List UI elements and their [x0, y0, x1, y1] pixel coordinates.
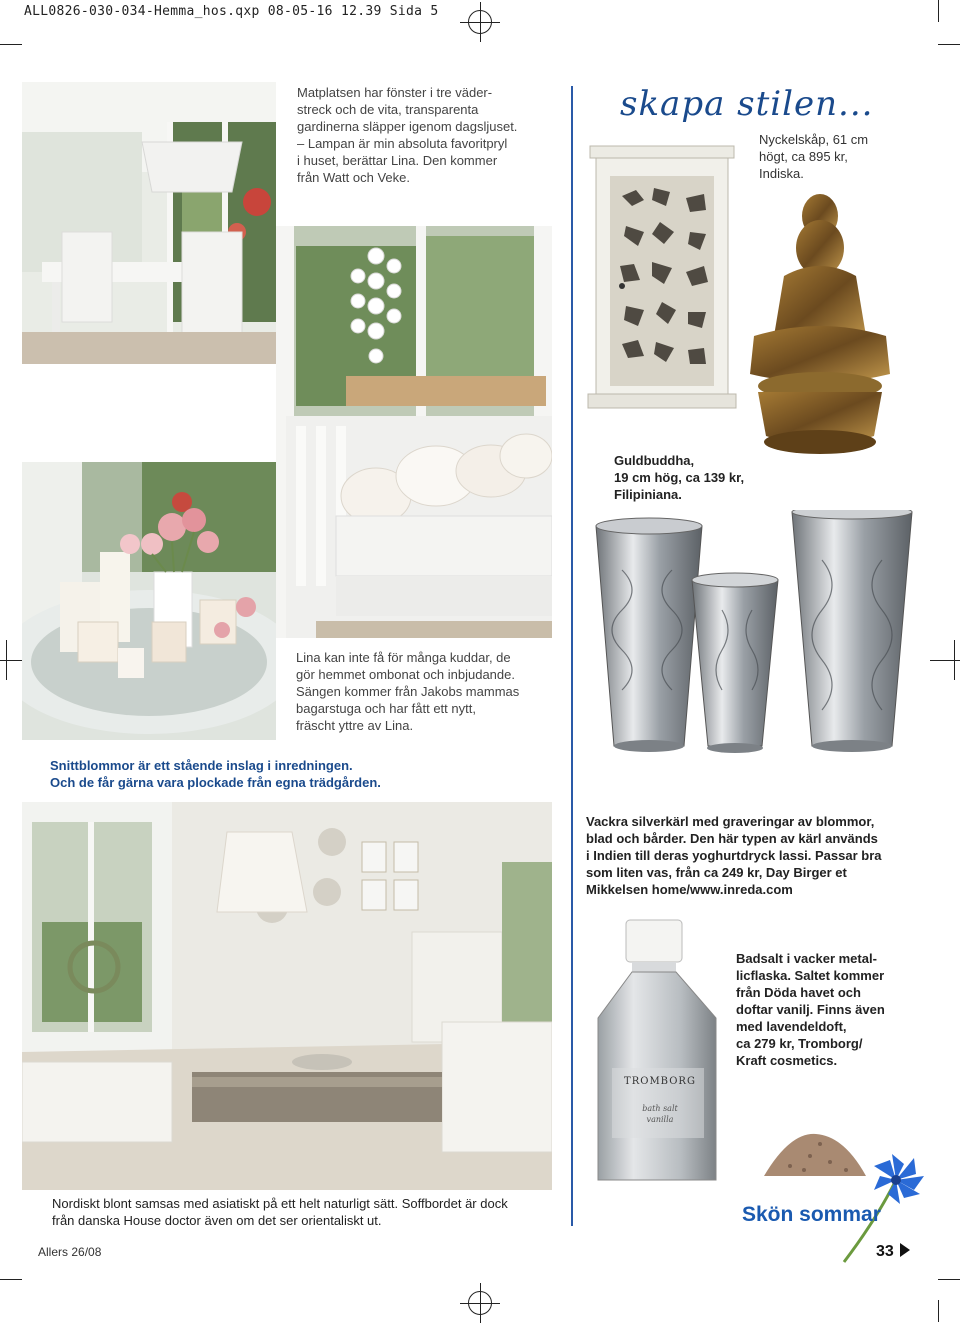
silver-cups-product-text: [586, 813, 916, 898]
product-line: från Döda havet och: [736, 985, 861, 1000]
product-line: 19 cm hög, ca 139 kr,: [614, 470, 745, 485]
key-cabinet-photo: [582, 136, 742, 416]
section-title: skapa stilen...: [620, 84, 874, 124]
buddha-product-text: [614, 452, 774, 503]
cabinet-product-text: [759, 131, 939, 182]
dining-room-photo: [22, 82, 276, 364]
tagline: Skön sommar: [742, 1203, 881, 1226]
caption-line: från Watt och Veke.: [297, 170, 410, 185]
bottle-label-line1: bath salt: [642, 1104, 678, 1113]
caption-line: gör hemmet ombonat och inbjudande.: [296, 667, 515, 682]
caption-line: Matplatsen har fönster i tre väder-: [297, 85, 493, 100]
product-line: ca 279 kr, Tromborg/: [736, 1036, 863, 1051]
caption-line: fräscht yttre av Lina.: [296, 718, 414, 733]
caption-line: Nordiskt blont samsas med asiatiskt på ett helt naturligt sätt. Soffbordet är dock: [52, 1196, 508, 1211]
registration-mark-right: [930, 640, 960, 680]
product-line: som liten vas, från ca 249 kr, Day Birger et: [586, 865, 847, 880]
arrow-right-icon: [900, 1243, 910, 1257]
product-line: Nyckelskåp, 61 cm: [759, 132, 869, 147]
product-line: licflaska. Saltet kommer: [736, 968, 885, 983]
caption-line: gardinerna släpper igenom dagsljuset.: [297, 119, 518, 134]
caption-line: bagarstuga och har fått ett nytt,: [296, 701, 476, 716]
magazine-issue: Allers 26/08: [38, 1245, 102, 1259]
product-line: med lavendeldoft,: [736, 1019, 847, 1034]
product-line: i Indien till deras yoghurtdryck lassi. Passar bra: [586, 848, 882, 863]
product-line: Mikkelsen home/www.inreda.com: [586, 882, 793, 897]
caption-line: streck och de vita, transparenta: [297, 102, 479, 117]
silver-cups-photo: [582, 510, 922, 770]
trim-mark: [938, 44, 960, 45]
page-number-text: 33: [876, 1243, 894, 1260]
pillows-caption: [296, 649, 566, 734]
product-line: blad och bårder. Den här typen av kärl används: [586, 831, 878, 846]
bath-salt-product-text: [736, 950, 926, 1069]
bench-photo: [276, 226, 552, 638]
buddha-photo: [740, 186, 900, 474]
caption-line: från danska House doctor även om det ser orientaliskt ut.: [52, 1213, 382, 1228]
trim-mark: [938, 0, 939, 22]
product-line: Kraft cosmetics.: [736, 1053, 838, 1068]
bottle-label-brand: TROMBORG: [624, 1076, 696, 1087]
registration-mark-bottom: [460, 1283, 500, 1323]
registration-mark-top: [460, 2, 500, 42]
trim-mark: [938, 1279, 960, 1280]
caption-line: i huset, berättar Lina. Den kommer: [297, 153, 498, 168]
column-rule: [571, 86, 573, 1226]
product-line: Guldbuddha,: [614, 453, 695, 468]
trim-mark: [938, 1300, 939, 1322]
living-room-caption: [52, 1195, 552, 1229]
caption-line: Snittblommor är ett stående inslag i inredningen.: [50, 758, 353, 773]
caption-line: Och de får gärna vara plockade från egna trädgården.: [50, 775, 381, 790]
candles-roses-photo: [22, 462, 276, 740]
product-line: Filipiniana.: [614, 487, 682, 502]
caption-line: Sängen kommer från Jakobs mammas: [296, 684, 520, 699]
slug-line: ALL0826-030-034-Hemma_hos.qxp 08-05-16 12.39 Sida 5: [24, 4, 439, 19]
trim-mark: [0, 44, 22, 45]
product-line: Vackra silverkärl med graveringar av blommor,: [586, 814, 875, 829]
living-room-photo: [22, 802, 552, 1190]
window-caption: [297, 84, 527, 186]
bottle-label-line2: vanilla: [646, 1115, 674, 1124]
bath-salt-bottle-photo: [586, 918, 728, 1188]
caption-line: – Lampan är min absoluta favoritpryl: [297, 136, 508, 151]
caption-line: Lina kan inte få för många kuddar, de: [296, 650, 511, 665]
flowers-caption: [50, 757, 430, 791]
product-line: doftar vanilj. Finns även: [736, 1002, 885, 1017]
product-line: högt, ca 895 kr,: [759, 149, 848, 164]
page-number: [876, 1243, 910, 1261]
product-line: Indiska.: [759, 166, 804, 181]
product-line: Badsalt i vacker metal-: [736, 951, 877, 966]
trim-mark: [0, 1279, 22, 1280]
